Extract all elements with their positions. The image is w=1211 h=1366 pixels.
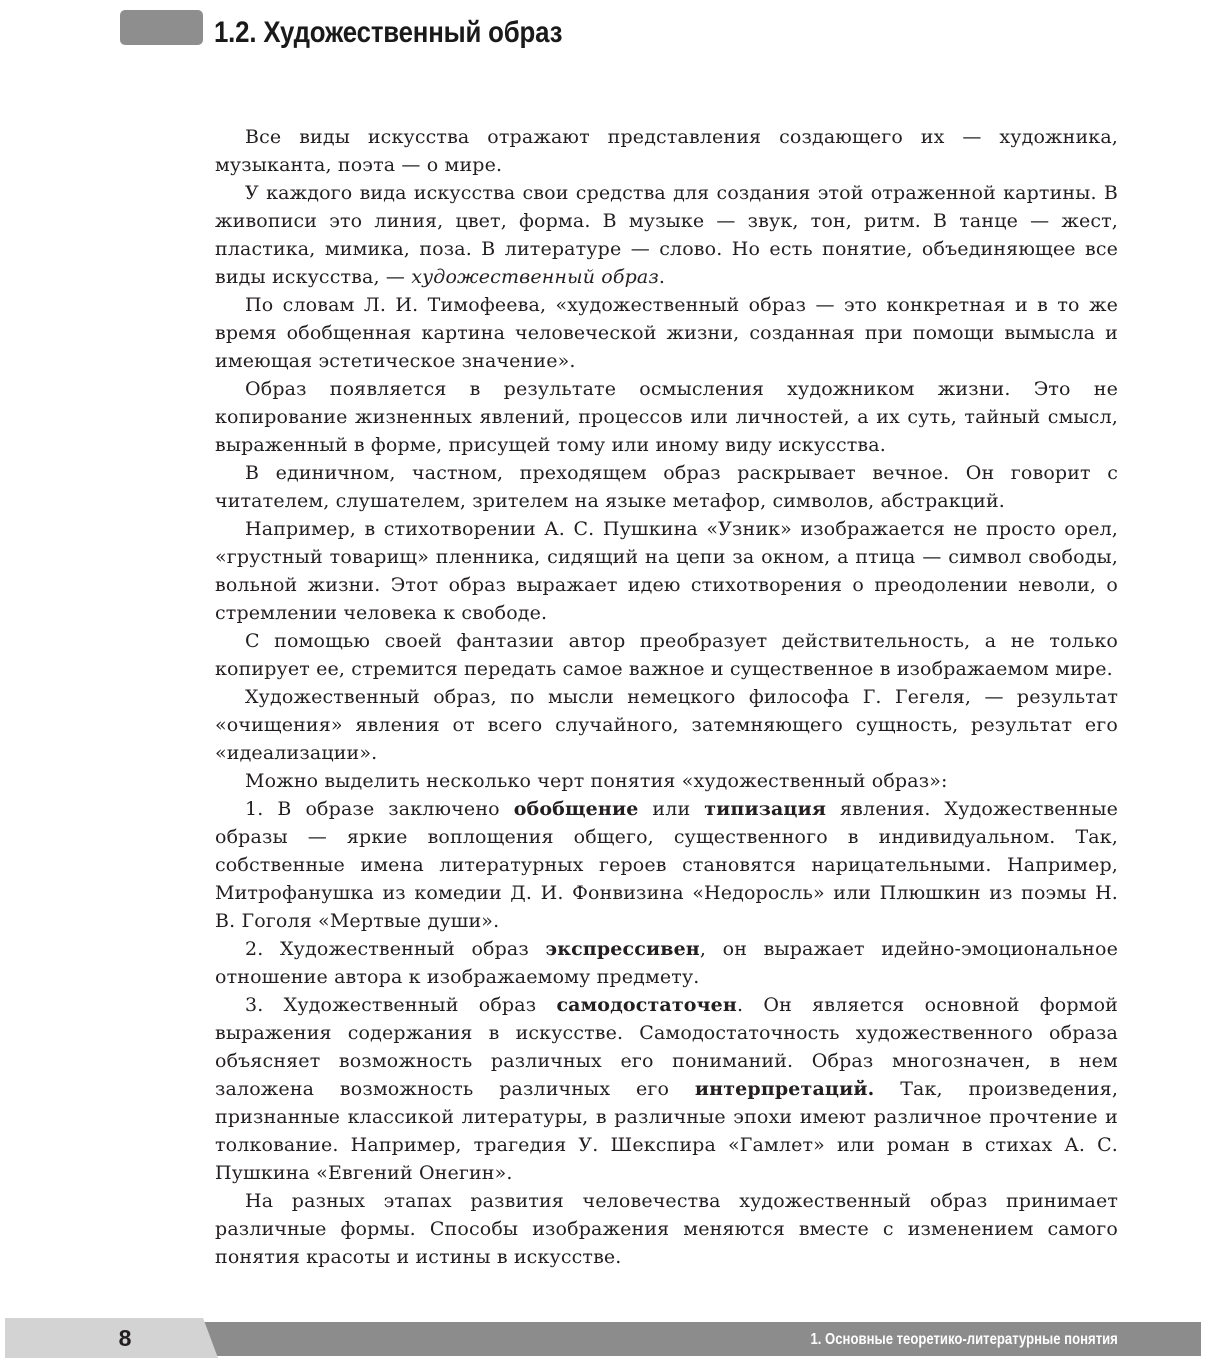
text-run: Художественный образ, по мысли немецкого философа Г. Гегеля, — результат «очищения» явления от всего случайного, затемняющего сущность, результат его «идеализации». <box>215 686 1118 764</box>
paragraph <box>215 991 1118 1187</box>
text-run: . Он является основной формой выражения содержания в искусстве. Самодостаточность художественного образа объясняет возможность различных его пониманий. Образ многозначен, в нем заложена возможность различных его <box>215 994 1118 1100</box>
text-run: или <box>638 798 705 820</box>
text-run: По словам Л. И. Тимофеева, «художественный образ — это конкретная и в то же время обобщенная картина человеческой жизни, созданная при помощи вымысла и имеющая эстетическое значение». <box>215 294 1118 372</box>
bold-term: типизация <box>704 798 827 820</box>
bold-term: самодостаточен <box>556 994 737 1016</box>
body-text <box>215 123 1118 1271</box>
chapter-tab-marker <box>120 10 203 45</box>
text-run: , он выражает идейно-эмоциональное отношение автора к изображаемому предмету. <box>215 938 1118 988</box>
paragraph <box>215 627 1118 683</box>
bold-term: экспрессивен <box>545 938 700 960</box>
text-run: На разных этапах развития человечества художественный образ принимает различные формы. Способы изображения меняются вместе с изменением самого понятия красоты и истины в искусстве. <box>215 1190 1118 1268</box>
text-run: 2. Художественный образ <box>245 938 546 960</box>
running-footer-title: 1. Основные теоретико-литературные понятия <box>810 1331 1118 1348</box>
paragraph <box>215 123 1118 179</box>
text-run: Например, в стихотворении А. С. Пушкина «Узник» изображается не просто орел, «грустный товарищ» пленника, сидящий на цепи за окном, а птица — символ свободы, вольной жизни. Этот образ выражает идею стихотворения о преодолении неволи, о стремлении человека к свободе. <box>215 518 1118 624</box>
paragraph <box>215 515 1118 627</box>
text-run: Так, произведения, признанные классикой литературы, в различные эпохи имеют различное прочтение и толкование. Например, трагедия У. Шекспира «Гамлет» или роман в стихах А. С. Пушкина «Евгений Онегин». <box>215 1078 1119 1184</box>
italic-term: художественный образ <box>411 266 659 288</box>
paragraph <box>215 795 1118 935</box>
paragraph <box>215 767 1118 795</box>
text-run: явления. Художественные образы — яркие воплощения общего, существенного в индивидуальном. Так, собственные имена литературных героев становятся нарицательными. Например, Митрофанушка из комедии Д. И. Фонвизина «Недоросль» или Плюшкин из поэмы Н. В. Гоголя «Мертвые души». <box>215 798 1118 932</box>
text-run: 3. Художественный образ <box>245 994 557 1016</box>
text-run: Образ появляется в результате осмысления художником жизни. Это не копирование жизненных явлений, процессов или личностей, а их суть, тайный смысл, выраженный в форме, присущей тому или иному виду искусства. <box>215 378 1118 456</box>
paragraph <box>215 683 1118 767</box>
text-run: . <box>658 266 666 288</box>
bold-term: интерпретаций. <box>694 1078 875 1100</box>
page-number: 8 <box>118 1325 132 1351</box>
paragraph <box>215 291 1118 375</box>
text-run: 1. В образе заключено <box>245 798 514 820</box>
text-run: У каждого вида искусства свои средства для создания этой отраженной картины. В живописи это линия, цвет, форма. В музыке — звук, тон, ритм. В танце — жест, пластика, мимика, поза. В литературе — слово. Но есть понятие, объединяющее все виды искусства, — <box>215 182 1118 288</box>
page-title: 1.2. Художественный образ <box>214 16 563 49</box>
text-run: С помощью своей фантазии автор преобразует действительность, а не только копирует ее, стремится передать самое важное и существенное в изображаемом мире. <box>215 630 1118 680</box>
text-run: В единичном, частном, преходящем образ раскрывает вечное. Он говорит с читателем, слушателем, зрителем на языке метафор, символов, абстракций. <box>215 462 1118 512</box>
paragraph <box>215 935 1118 991</box>
bold-term: обобщение <box>513 798 639 820</box>
paragraph <box>215 1187 1118 1271</box>
paragraph <box>215 459 1118 515</box>
text-run: Можно выделить несколько черт понятия «художественный образ»: <box>245 770 948 792</box>
text-run: Все виды искусства отражают представления создающего их — художника, музыканта, поэта — о мире. <box>215 126 1118 176</box>
paragraph <box>215 179 1118 291</box>
paragraph <box>215 375 1118 459</box>
